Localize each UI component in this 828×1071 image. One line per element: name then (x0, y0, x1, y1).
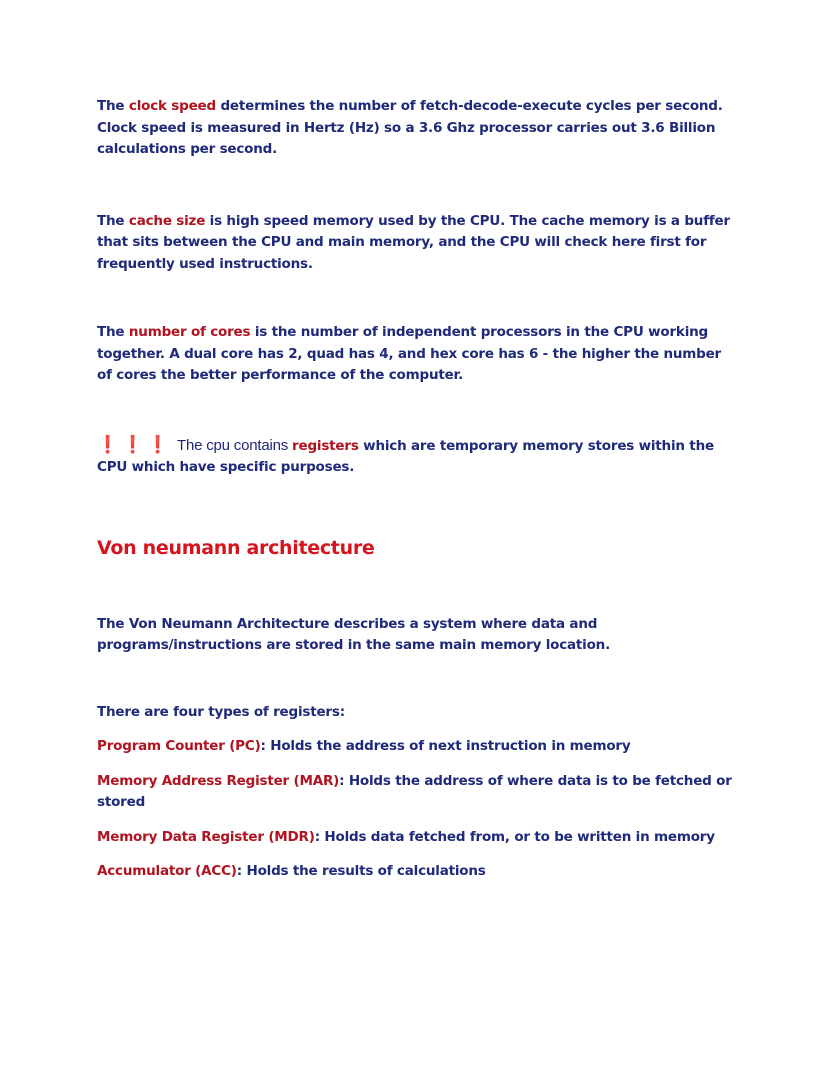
register-item-pc (97, 736, 737, 758)
registers-note-lead: The cpu contains (177, 436, 293, 454)
cache-size-term: cache size (128, 212, 206, 229)
clock-speed-paragraph (97, 96, 737, 161)
cores-term: number of cores (128, 324, 251, 340)
number-of-cores-paragraph (97, 322, 737, 387)
register-desc: : Holds the results of calculations (236, 863, 486, 879)
clock-speed-pre: The (97, 98, 129, 114)
register-name: Memory Data Register (MDR) (97, 828, 315, 845)
cores-pre: The (97, 324, 129, 340)
register-item-acc (97, 861, 737, 883)
cores-text: is the number of independent processors in the CPU working together. A dual core has 2, quad has 4, and hex core has 6 - the higher the number of cores the better performance of the computer. (97, 324, 722, 383)
clock-speed-text: determines the number of fetch-decode-execute cycles per second. Clock speed is measured in Hertz (Hz) so a 3.6 Ghz processor carries out 3.6 Billion calculations per second. (97, 98, 723, 157)
registers-note-text: which are temporary memory stores within the CPU which have specific purposes. (97, 437, 714, 475)
register-item-mdr (97, 827, 737, 849)
section-heading: Von neumann architecture (97, 536, 375, 559)
cache-size-text: is high speed memory used by the CPU. The cache memory is a buffer that sits between the CPU and main memory, and the CPU will check here first for frequently used instructions. (97, 212, 730, 272)
register-desc: : Holds data fetched from, or to be written in memory (314, 828, 715, 845)
cache-size-paragraph (97, 211, 737, 276)
register-item-mar (97, 771, 737, 814)
register-name: Program Counter (PC) (97, 738, 261, 754)
document-page (97, 96, 737, 896)
cache-size-pre: The (97, 212, 129, 229)
registers-intro: There are four types of registers: (97, 703, 345, 720)
register-name: Accumulator (ACC) (97, 863, 237, 879)
register-desc: : Holds the address of next instruction in memory (260, 738, 631, 754)
register-name: Memory Address Register (MAR) (97, 772, 340, 789)
clock-speed-term: clock speed (128, 98, 216, 114)
registers-note-term: registers (292, 437, 359, 454)
register-desc: : Holds the address of where data is to be fetched or stored (97, 772, 732, 810)
registers-note-paragraph (97, 435, 737, 479)
exclamation-icon: ❗❗❗ (97, 434, 173, 455)
registers-list (97, 736, 737, 883)
von-neumann-paragraph: The Von Neumann Architecture describes a system where data and programs/instructions are stored in the same main memory location. (97, 615, 610, 653)
